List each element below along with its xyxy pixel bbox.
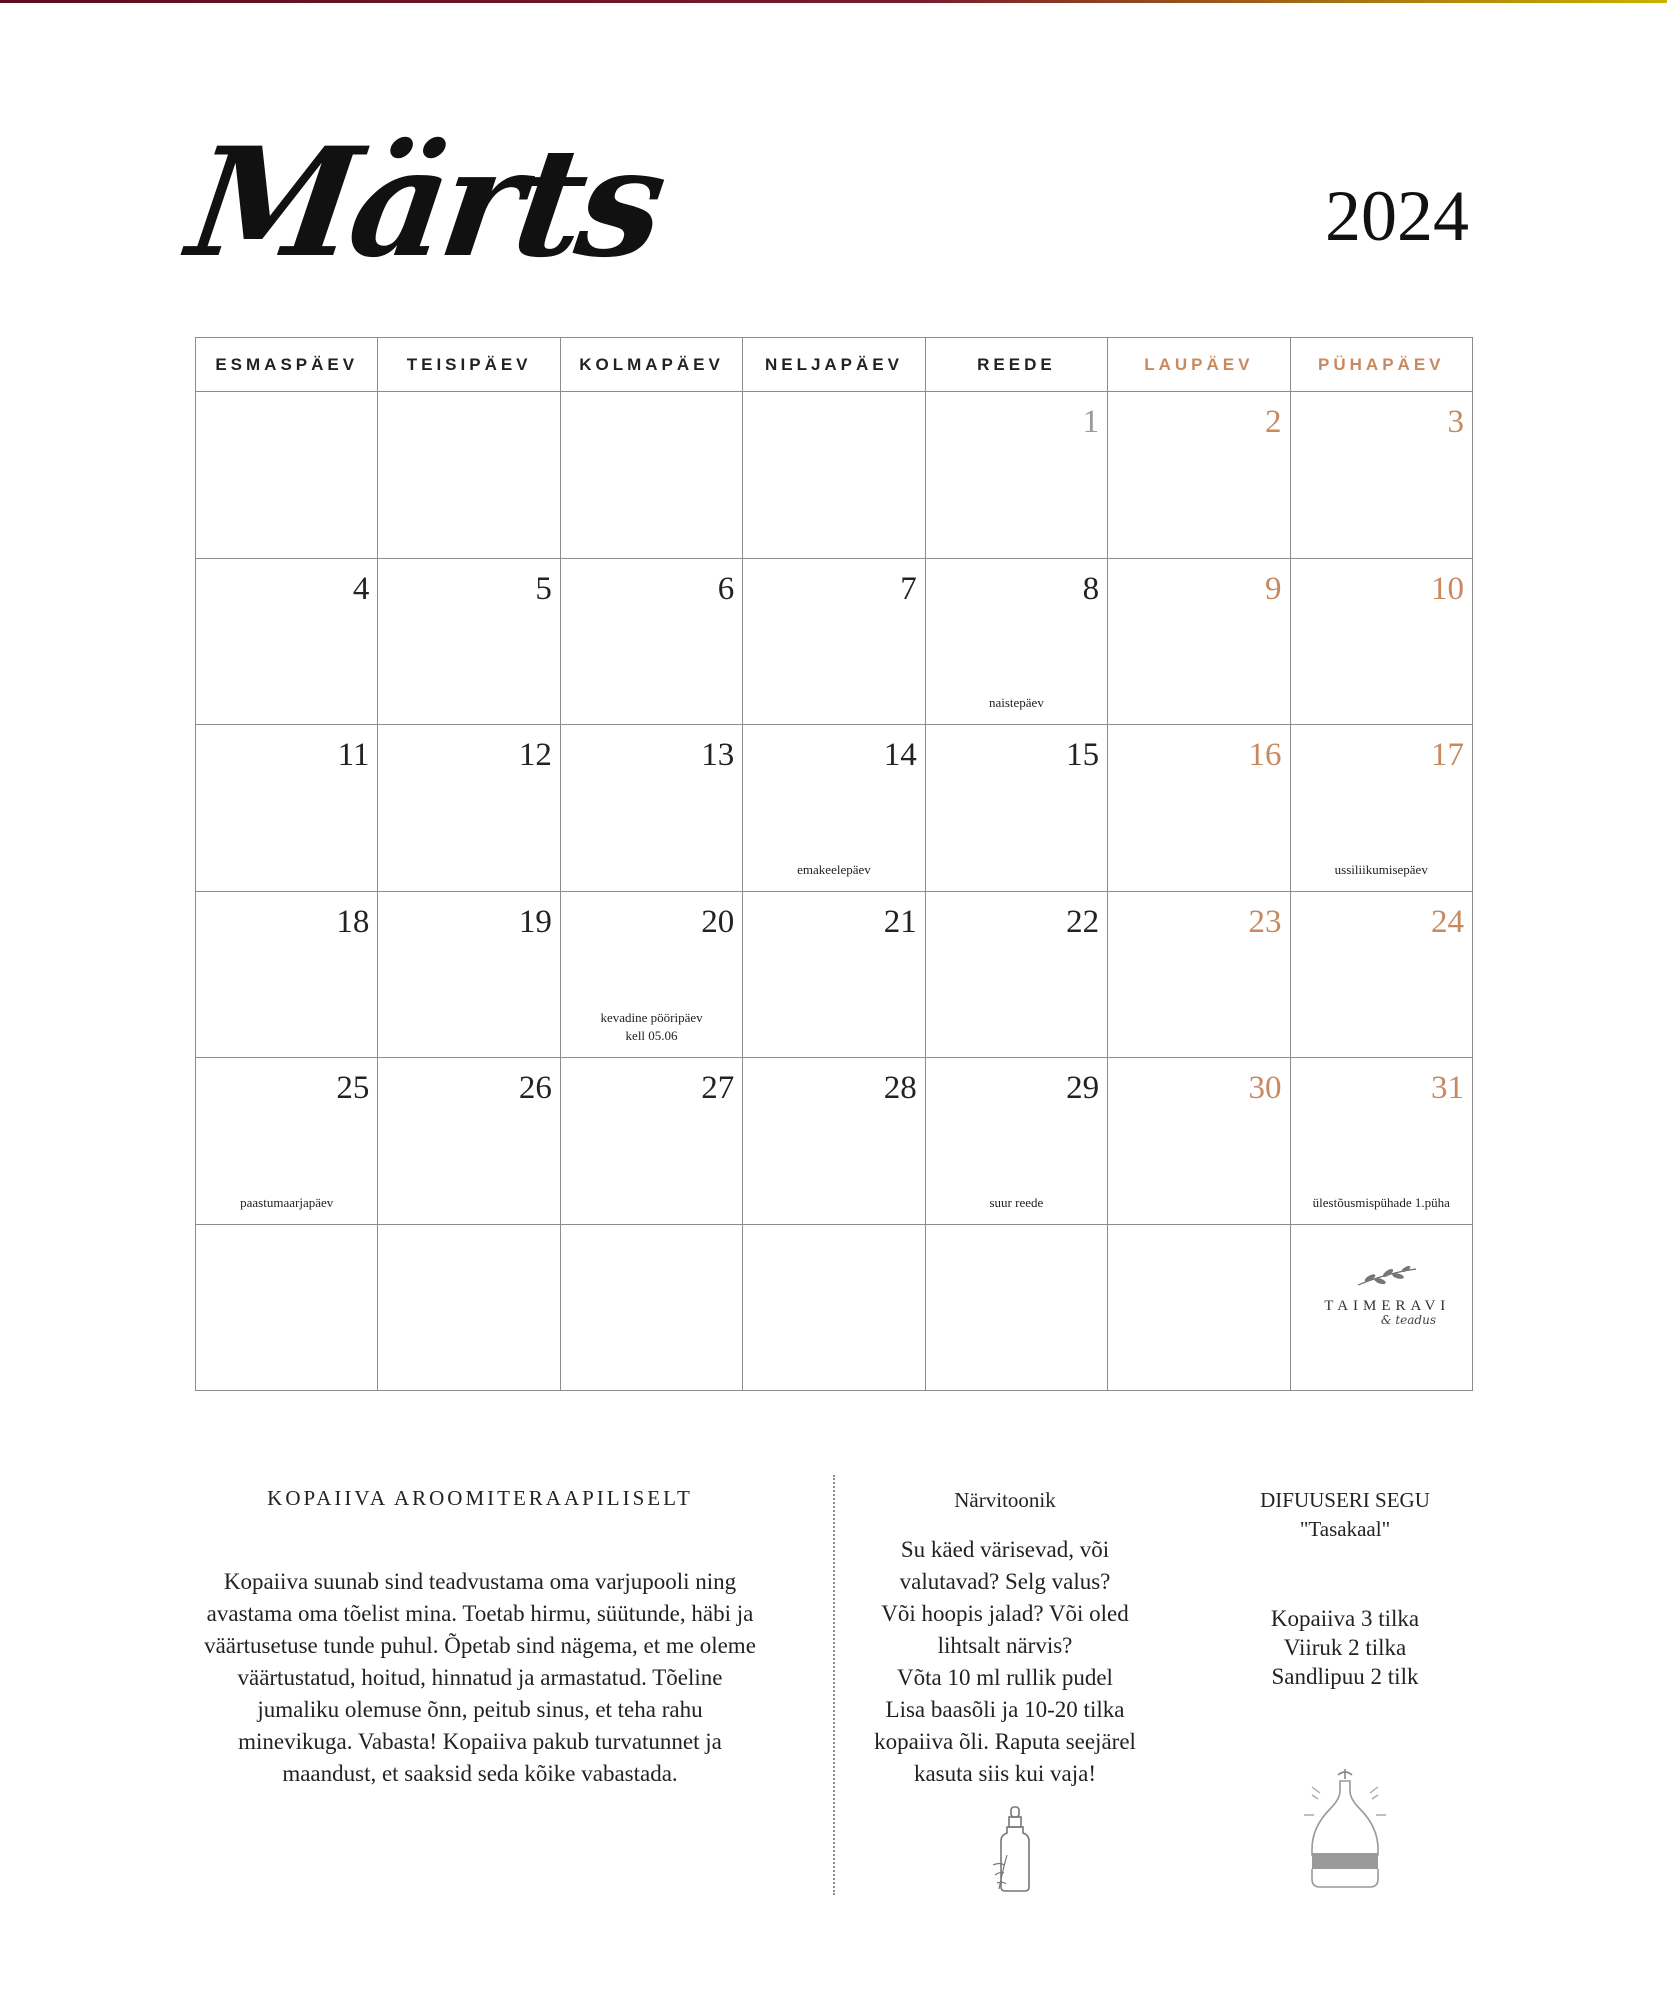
difuuser-subtitle: "Tasakaal" [1299,1517,1391,1541]
calendar-day-cell [1290,392,1472,559]
section-divider [833,1475,835,1895]
day-number: 19 [518,903,552,940]
weekday-friday: REEDE [925,338,1107,392]
kopaiiva-line: maandust, et saaksid seda kõike vabastada. [282,1761,678,1786]
calendar-day-cell [925,891,1107,1058]
holiday-note: suur reede [989,1194,1044,1210]
day-number: 18 [336,903,370,940]
kopaiiva-line: väärtustatud, hoitud, hinnatud ja armastatud. Tõeline [237,1665,723,1690]
calendar-day-cell [196,558,378,725]
calendar-grid [195,337,1473,1391]
day-number: 26 [518,1070,552,1106]
day-number: 28 [883,1070,917,1106]
day-number: 4 [352,570,370,607]
calendar-day-cell [1290,1224,1472,1391]
day-number: 24 [1431,903,1464,940]
day-number: 25 [336,1070,370,1106]
calendar-day-cell [743,1058,925,1225]
difuuser-title: DIFUUSERI SEGU [1260,1488,1430,1512]
day-number: 23 [1248,903,1282,940]
difuuser-line: Viiruk 2 tilka [1283,1635,1407,1660]
calendar-day-cell [743,891,925,1058]
calendar-day-cell [1108,392,1290,559]
calendar-day-cell [196,891,378,1058]
calendar-day-cell [743,392,925,559]
kopaiiva-heading: KOPAIIVA AROOMITERAAPILISELT [267,1486,693,1510]
day-number: 3 [1447,404,1464,440]
day-number: 30 [1248,1070,1282,1106]
calendar-day-cell [1108,1058,1290,1225]
day-number: 22 [1066,903,1100,940]
day-number: 17 [1431,737,1464,773]
calendar-day-cell [1108,725,1290,892]
calendar-day-cell [378,1224,560,1391]
weekday-wednesday: KOLMAPÄEV [560,338,742,392]
holiday-note: emakeelepäev [797,861,871,877]
weekday-header-row [196,338,1473,392]
calendar-day-cell [743,1224,925,1391]
kopaiiva-line: avastama oma tõelist mina. Toetab hirmu, süütunde, häbi ja [206,1601,754,1626]
calendar-day-cell [925,725,1107,892]
calendar-day-cell [196,1058,378,1225]
holiday-note: kevadine pööripäev kell 05.06 [600,1010,703,1043]
calendar-day-cell [560,1058,742,1225]
dropper-bottle-icon [985,1805,1041,1895]
calendar-day-cell [1290,1058,1472,1225]
leaf-branch-icon [1352,1265,1422,1291]
difuuser-heading [1200,1486,1490,1544]
narvitoonik-line: Või hoopis jalad? Või oled [881,1601,1129,1626]
difuuser-recipe [1200,1604,1490,1691]
weekday-monday: ESMASPÄEV [196,338,378,392]
weekday-thursday: NELJAPÄEV [743,338,925,392]
holiday-note: naistepäev [988,695,1044,710]
calendar-week-row [196,891,1473,1058]
calendar-week-row [196,725,1473,892]
narvitoonik-heading: Närvitoonik [954,1488,1056,1512]
calendar-day-cell [560,392,742,559]
day-number: 11 [337,737,370,773]
narvitoonik-line: lihtsalt närvis? [937,1633,1073,1658]
calendar-day-cell [378,891,560,1058]
weekday-saturday: LAUPÄEV [1108,338,1290,392]
difuuser-line: Sandlipuu 2 tilk [1271,1664,1419,1689]
calendar-day-cell [1108,558,1290,725]
kopaiiva-line: minevikuga. Vabasta! Kopaiiva pakub turvatunnet ja [238,1729,722,1754]
day-number: 14 [883,737,917,773]
calendar-day-cell [1108,891,1290,1058]
calendar-day-cell [925,392,1107,559]
difuuser-line: Kopaiiva 3 tilka [1270,1606,1420,1631]
calendar-day-cell [925,1224,1107,1391]
day-number: 6 [717,570,735,607]
calendar-day-cell [560,1224,742,1391]
calendar-week-row [196,1058,1473,1225]
calendar-day-cell [1290,558,1472,725]
day-number: 9 [1265,570,1282,607]
month-title: Märts [179,115,671,291]
calendar-day-cell [925,558,1107,725]
calendar-day-cell [196,1224,378,1391]
holiday-note: ülestõusmispühade 1.püha [1312,1194,1450,1210]
narvitoonik-line: Su käed värisevad, või [900,1537,1110,1562]
narvitoonik-line: valutavad? Selg valus? [899,1569,1111,1594]
weekday-sunday: PÜHAPÄEV [1290,338,1472,392]
day-number: 2 [1265,404,1282,440]
day-number: 7 [900,570,917,607]
day-number: 12 [518,737,552,773]
calendar-day-cell [560,558,742,725]
narvitoonik-text [850,1534,1160,1790]
calendar-day-cell [560,725,742,892]
logo-text: TAIMERAVI [1324,1297,1451,1314]
day-number: 15 [1066,737,1100,773]
calendar-day-cell [560,891,742,1058]
holiday-note: ussiliikumisepäev [1334,861,1428,877]
calendar-day-cell [196,392,378,559]
day-number: 31 [1431,1070,1464,1106]
day-number: 10 [1431,570,1464,607]
holiday-note: paastumaarjapäev [240,1194,334,1210]
logo-subtext: & teadus [1380,1312,1436,1327]
calendar-day-cell [1108,1224,1290,1391]
narvitoonik-line: kasuta siis kui vaja! [913,1761,1097,1786]
calendar-day-cell [378,558,560,725]
day-number: 13 [701,737,735,773]
weekday-tuesday: TEISIPÄEV [378,338,560,392]
calendar-day-cell [1290,891,1472,1058]
top-color-bar [0,0,1667,3]
day-number: 5 [535,570,552,607]
kopaiiva-line: väärtusetuse tunde puhul. Õpetab sind nägema, et me oleme [204,1633,756,1658]
calendar-day-cell [743,725,925,892]
day-number: 16 [1248,737,1282,773]
kopaiiva-text [150,1566,810,1790]
day-number: 8 [1082,570,1100,607]
taimeravi-logo [1309,1265,1466,1327]
calendar-day-cell [378,1058,560,1225]
calendar-day-cell [925,1058,1107,1225]
calendar-week-row [196,1224,1473,1391]
day-number: 1 [1082,404,1100,440]
calendar-day-cell [743,558,925,725]
calendar-day-cell [1290,725,1472,892]
day-number: 27 [701,1070,735,1106]
calendar-day-cell [378,725,560,892]
calendar-week-row [196,392,1473,559]
kopaiiva-line: Kopaiiva suunab sind teadvustama oma varjupooli ning [223,1569,737,1594]
kopaiiva-line: jumaliku olemuse õnn, peitub sinus, et teha rahu [257,1697,703,1722]
diffuser-icon [1300,1765,1390,1895]
narvitoonik-line: Võta 10 ml rullik pudel [897,1665,1113,1690]
calendar-day-cell [196,725,378,892]
year-title: 2024 [1325,176,1469,256]
calendar-week-row [196,558,1473,725]
day-number: 29 [1066,1070,1100,1106]
narvitoonik-line: kopaiiva õli. Raputa seejärel [874,1729,1136,1754]
calendar-day-cell [378,392,560,559]
day-number: 21 [883,903,917,940]
narvitoonik-line: Lisa baasõli ja 10-20 tilka [885,1697,1125,1722]
day-number: 20 [701,903,735,940]
